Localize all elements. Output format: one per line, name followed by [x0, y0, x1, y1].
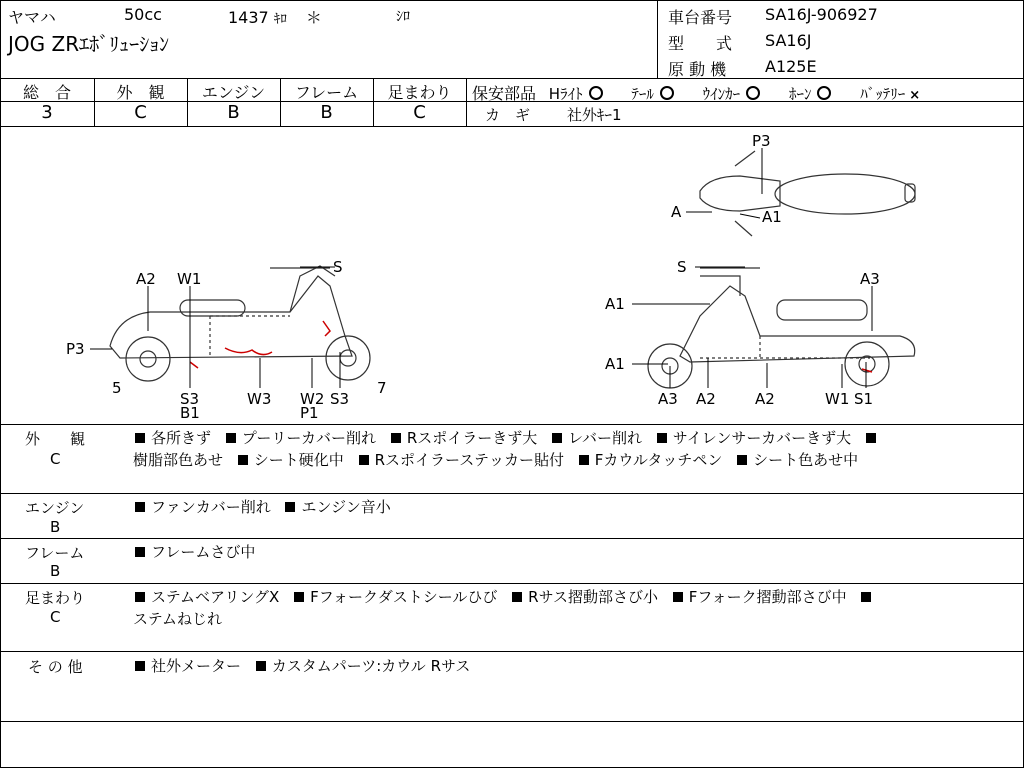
- diagram-label: W2: [300, 390, 325, 408]
- frame-no-label: 車台番号: [668, 8, 733, 27]
- damage-diagram: [0, 126, 1024, 424]
- divider: [0, 424, 1024, 425]
- top-scooter-drawing: [700, 151, 915, 236]
- diagram-label: A2: [696, 390, 716, 408]
- safety-label: 保安部品: [472, 84, 537, 103]
- diagram-label: A2: [755, 390, 775, 408]
- frame-label: フレーム: [294, 83, 359, 102]
- other-remarks: 社外メーター カスタムパーツ:カウル Rサス: [133, 655, 1013, 677]
- engine-type-value: A125E: [765, 57, 817, 76]
- diagram-label: P3: [752, 132, 771, 150]
- right-diagram-labels: [605, 258, 880, 408]
- divider: [0, 651, 1024, 652]
- frame-remarks: フレームさび中: [133, 541, 1013, 563]
- diagram-label: A2: [136, 270, 156, 288]
- total-label: 総 合: [22, 83, 71, 102]
- type-value: SA16J: [765, 31, 812, 50]
- left-diagram-labels: [66, 258, 387, 422]
- remark-suspension-grade: C: [50, 608, 61, 626]
- key-label: カ ギ: [485, 106, 531, 124]
- remark-engine-grade: B: [50, 518, 61, 536]
- remark-suspension-label: 足まわり: [25, 589, 86, 607]
- engine-type-label: 原 動 機: [668, 60, 727, 79]
- remark-exterior-label: 外 観: [25, 430, 86, 448]
- exterior-grade: C: [134, 102, 147, 123]
- divider: [0, 493, 1024, 494]
- engine-remarks: ファンカバー削れ エンジン音小: [133, 496, 1013, 518]
- exterior-remarks: 各所きず プーリーカバー削れ Rスポイラーきず大 レバー削れ サイレンサーカバーきず大 樹脂部色あせ シート硬化中 Rスポイラーステッカー貼付 Fカウルタッチペン シート色あせ中: [133, 427, 1013, 471]
- exterior-label: 外 観: [116, 83, 165, 102]
- battery-ng-icon: ×: [909, 88, 921, 103]
- diagram-label: 5: [112, 379, 122, 397]
- model-name: JOG ZRｴﾎﾞﾘｭｰｼｮﾝ: [8, 32, 170, 56]
- remark-frame-grade: B: [50, 562, 61, 580]
- diagram-label: A3: [658, 390, 678, 408]
- engine-grade: B: [227, 102, 240, 123]
- diagram-label: S3: [180, 390, 200, 408]
- diagram-label: A1: [605, 355, 625, 373]
- type-label: 型 式: [668, 34, 733, 53]
- suspension-grade: C: [413, 102, 426, 123]
- diagram-label: B1: [180, 404, 200, 422]
- diagram-label: P1: [300, 404, 319, 422]
- diagram-label: P3: [66, 340, 85, 358]
- engine-label: エンジン: [201, 83, 266, 102]
- diagram-label: S: [677, 258, 687, 276]
- mileage: 1437 ｷﾛ ＊: [228, 8, 322, 27]
- divider: [466, 78, 467, 126]
- suspension-label: 足まわり: [387, 83, 452, 102]
- maker: ヤマハ: [8, 8, 56, 27]
- ok-circle-icon: [746, 86, 760, 100]
- divider: [0, 78, 1024, 79]
- divider: [0, 583, 1024, 584]
- color: ｼﾛ: [396, 9, 410, 25]
- remark-other-label: そ の 他: [28, 658, 83, 676]
- remark-frame-label: フレーム: [25, 544, 85, 562]
- total-grade: 3: [41, 102, 53, 123]
- remark-engine-label: エンジン: [25, 499, 85, 517]
- ok-circle-icon: [589, 86, 603, 100]
- ok-circle-icon: [660, 86, 674, 100]
- diagram-label: W1: [825, 390, 850, 408]
- diagram-label: S: [333, 258, 343, 276]
- divider: [0, 538, 1024, 539]
- diagram-label: 7: [377, 379, 387, 397]
- diagram-label: A3: [860, 270, 880, 288]
- divider: [0, 721, 1024, 722]
- diagram-label: S1: [854, 390, 874, 408]
- diagram-label: W1: [177, 270, 202, 288]
- displacement: 50cc: [124, 5, 162, 24]
- diagram-label: A: [671, 203, 682, 221]
- header-divider: [657, 0, 658, 78]
- key-value: 社外ｷｰ1: [567, 106, 622, 124]
- damage-marks: [190, 321, 872, 372]
- remark-exterior-grade: C: [50, 450, 61, 468]
- diagram-label: W3: [247, 390, 272, 408]
- frame-grade: B: [320, 102, 333, 123]
- diagram-label: A1: [762, 208, 782, 226]
- frame-no: SA16J-906927: [765, 5, 878, 24]
- safety-parts: 保安部品 Hﾗｲﾄ ﾃｰﾙ ｳｲﾝｶｰ ﾎｰﾝ ﾊﾞｯﾃﾘｰ ×: [472, 84, 921, 103]
- suspension-remarks: ステムベアリングX Fフォークダストシールひび Rサス摺動部さび小 Fフォーク摺動部さび中 ステムねじれ: [133, 586, 1013, 630]
- diagram-label: S3: [330, 390, 350, 408]
- ok-circle-icon: [817, 86, 831, 100]
- diagram-label: A1: [605, 295, 625, 313]
